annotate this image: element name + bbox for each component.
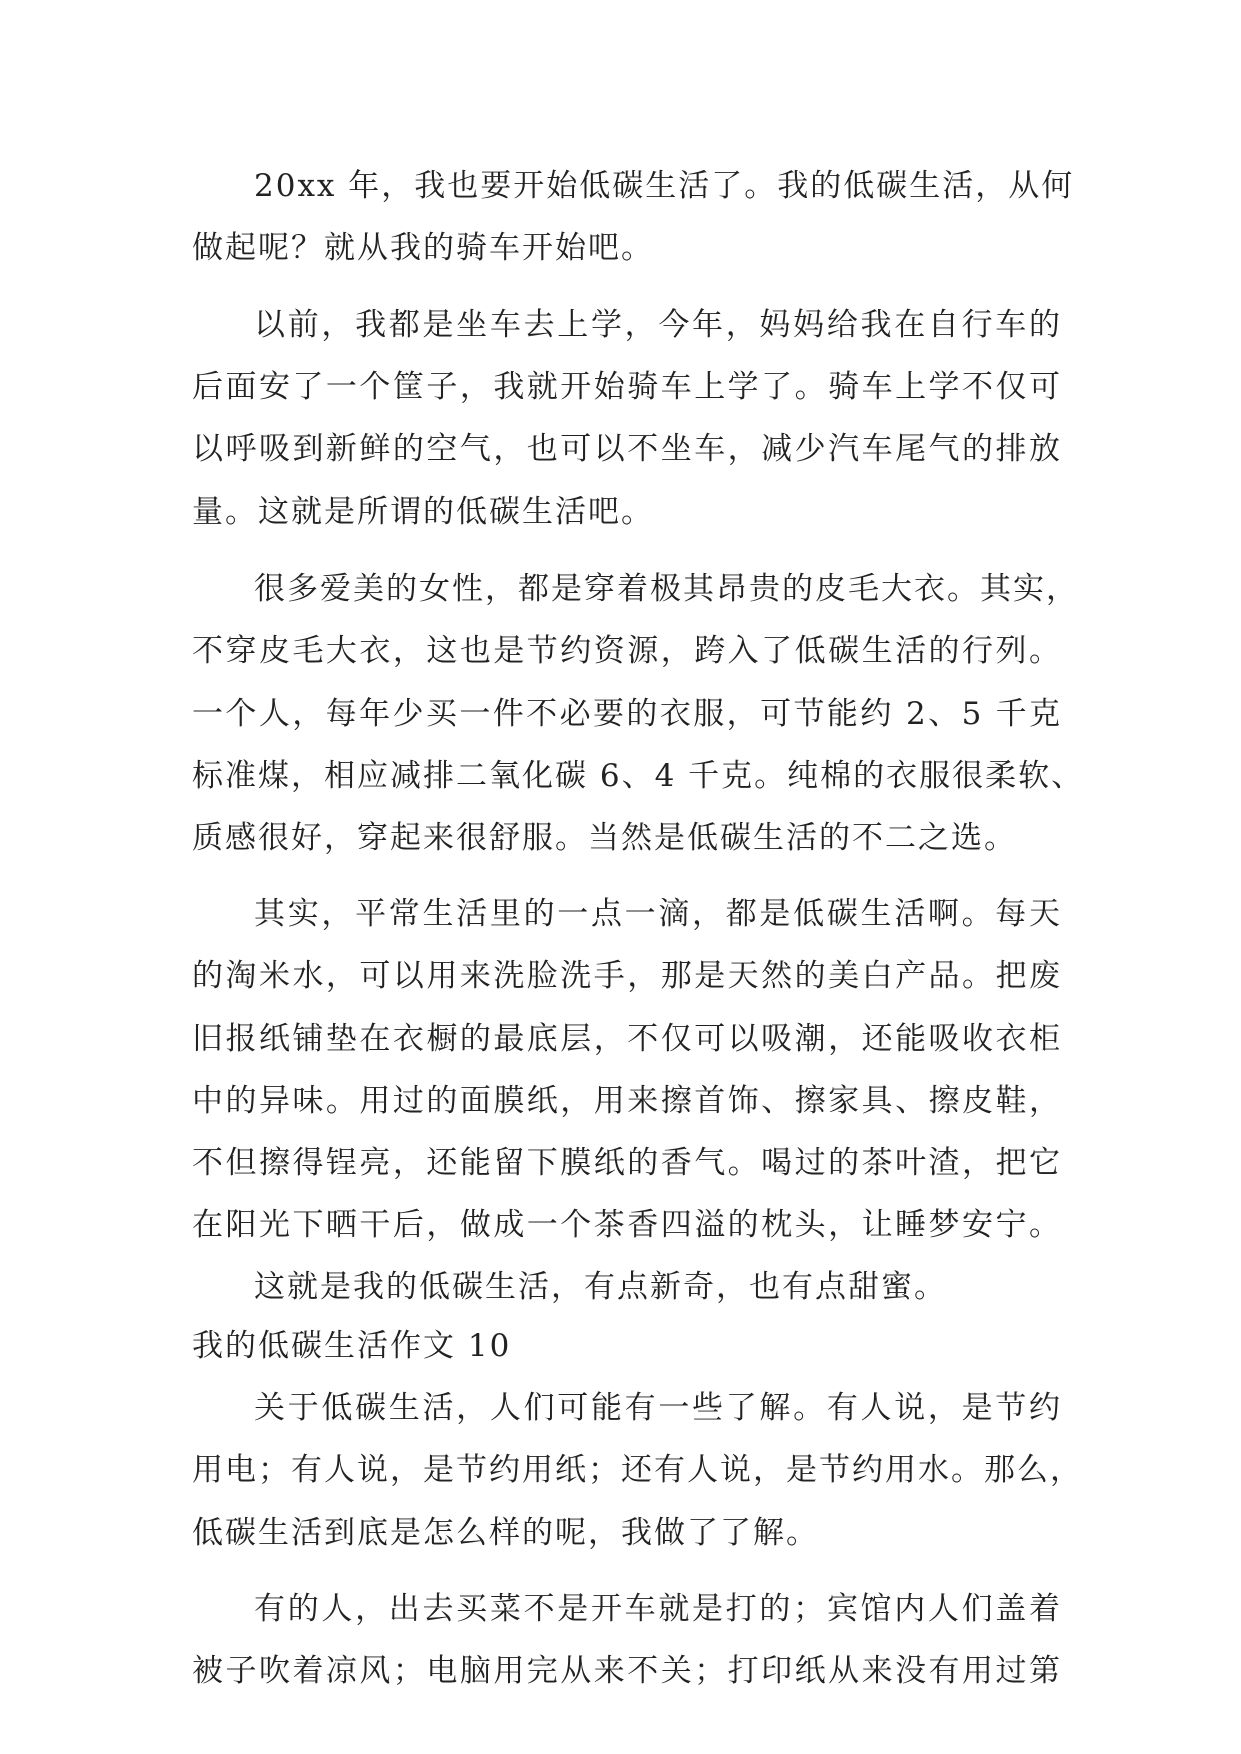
text-line: 这就是我的低碳生活，有点新奇，也有点甜蜜。 (254, 1269, 947, 1305)
text-line: 被子吹着凉风；电脑用完从来不关；打印纸从来没有用过第 (192, 1653, 1062, 1689)
text-line: 其实，平常生活里的一点一滴，都是低碳生活啊。每天 (254, 896, 1062, 932)
text-line: 20xx 年，我也要开始低碳生活了。我的低碳生活，从何 (254, 168, 1075, 204)
text-line: 关于低碳生活，人们可能有一些了解。有人说，是节约 (254, 1390, 1062, 1426)
text-line: 质感很好，穿起来很舒服。当然是低碳生活的不二之选。 (192, 820, 1017, 856)
text-line: 以呼吸到新鲜的空气，也可以不坐车，减少汽车尾气的排放 (192, 431, 1062, 467)
text-line: 低碳生活到底是怎么样的呢，我做了了解。 (192, 1515, 819, 1551)
text-line: 不但擦得锃亮，还能留下膜纸的香气。喝过的茶叶渣，把它 (192, 1145, 1062, 1181)
text-line: 用电；有人说，是节约用纸；还有人说，是节约用水。那么， (192, 1452, 1083, 1488)
text-line: 中的异味。用过的面膜纸，用来擦首饰、擦家具、擦皮鞋， (192, 1083, 1062, 1119)
text-line: 不穿皮毛大衣，这也是节约资源，跨入了低碳生活的行列。 (192, 633, 1062, 669)
text-line: 一个人，每年少买一件不必要的衣服，可节能约 2、5 千克 (192, 696, 1062, 732)
text-line: 的淘米水，可以用来洗脸洗手，那是天然的美白产品。把废 (192, 958, 1062, 994)
text-line: 量。这就是所谓的低碳生活吧。 (192, 494, 654, 530)
text-line: 旧报纸铺垫在衣橱的最底层，不仅可以吸潮，还能吸收衣柜 (192, 1021, 1062, 1057)
text-line: 有的人，出去买菜不是开车就是打的；宾馆内人们盖着 (254, 1591, 1062, 1627)
text-line: 后面安了一个筐子，我就开始骑车上学了。骑车上学不仅可 (192, 369, 1062, 405)
text-line: 做起呢？就从我的骑车开始吧。 (192, 230, 654, 266)
text-line: 标准煤，相应减排二氧化碳 6、4 千克。纯棉的衣服很柔软、 (192, 758, 1085, 794)
section-heading: 我的低碳生活作文 10 (192, 1328, 512, 1364)
text-line: 在阳光下晒干后，做成一个茶香四溢的枕头，让睡梦安宁。 (192, 1207, 1062, 1243)
text-line: 很多爱美的女性，都是穿着极其昂贵的皮毛大衣。其实， (254, 571, 1079, 607)
text-line: 以前，我都是坐车去上学，今年，妈妈给我在自行车的 (254, 307, 1062, 343)
